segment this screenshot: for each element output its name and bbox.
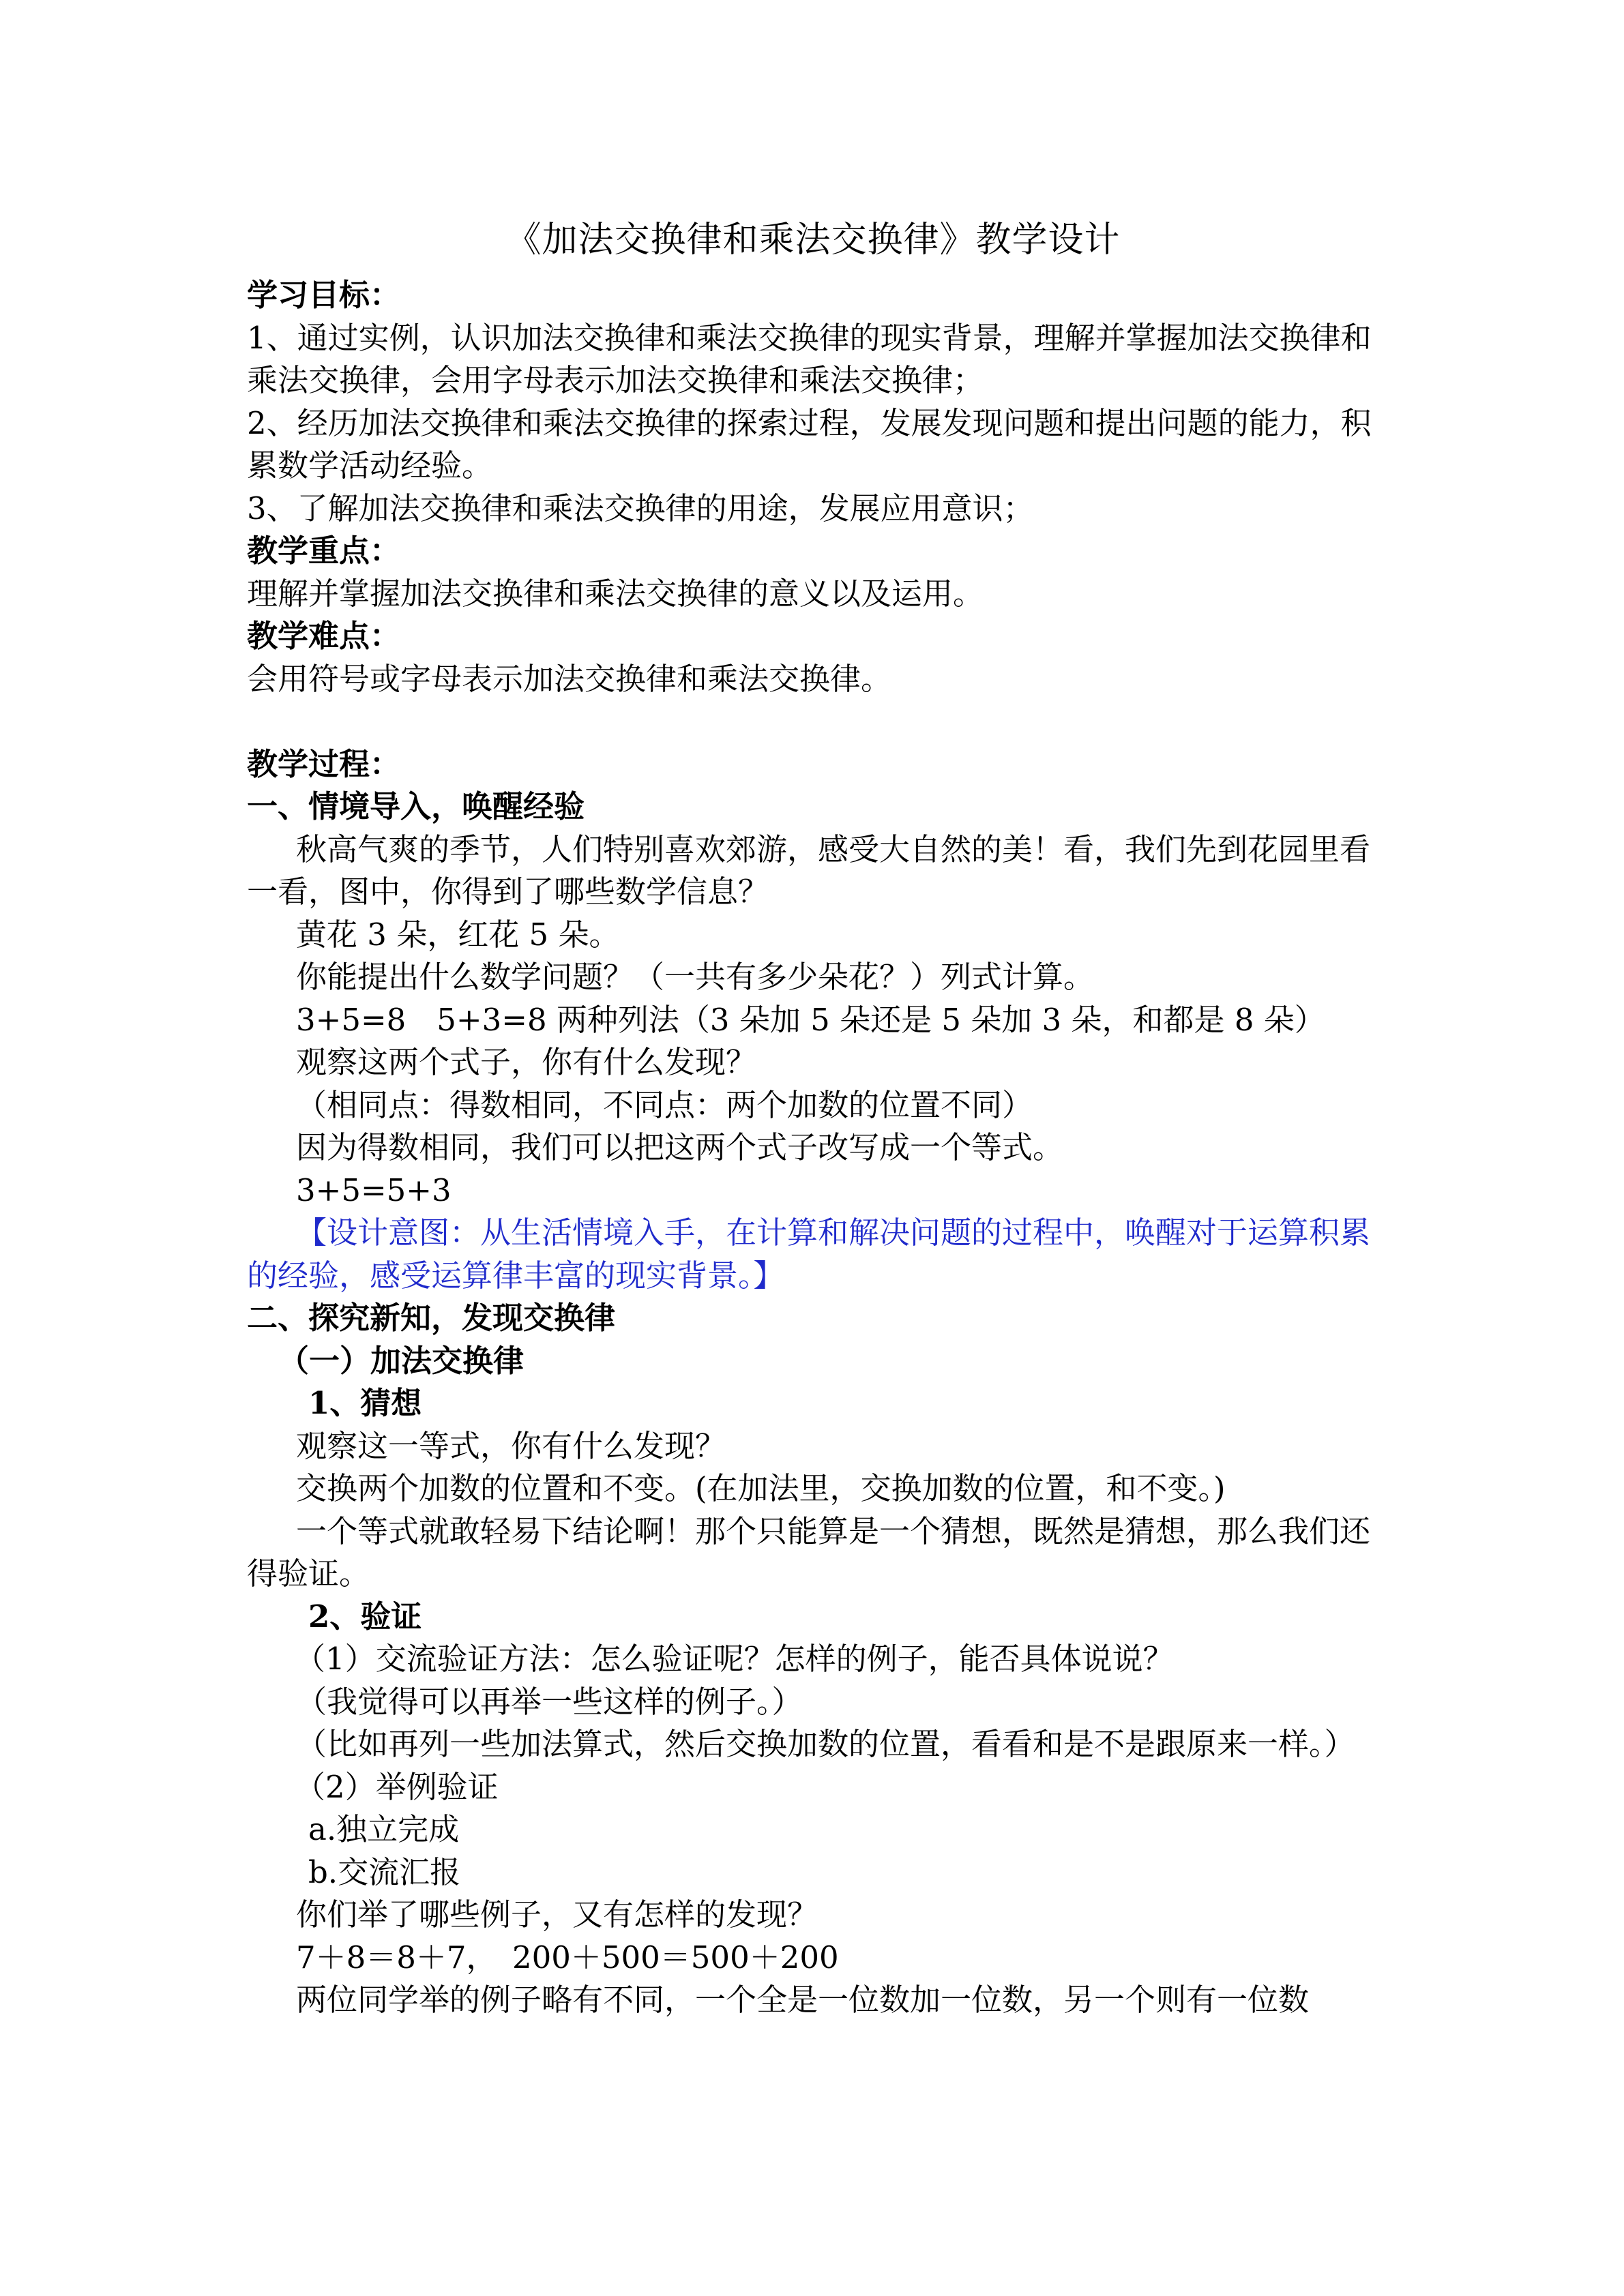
- guess-paragraph-3: 一个等式就敢轻易下结论啊！那个只能算是一个猜想，既然是猜想，那么我们还得验证。: [247, 1512, 1371, 1592]
- section1-paragraph-3: 你能提出什么数学问题？（一共有多少朵花？）列式计算。: [296, 959, 1095, 995]
- section1-paragraph-4: 3+5=8 5+3=8 两种列法（3 朵加 5 朵还是 5 朵加 3 朵，和都是 8 朵）: [296, 1001, 1325, 1038]
- objective-item-2: 2、经历加法交换律和乘法交换律的探索过程，发展发现问题和提出问题的能力，积累数学活动经验。: [247, 404, 1372, 483]
- verify-paragraph-2: （我觉得可以再举一些这样的例子。）: [296, 1683, 803, 1720]
- section1-paragraph-7: 因为得数相同，我们可以把这两个式子改写成一个等式。: [296, 1129, 1064, 1165]
- subsection-addition-heading: （一）加法交换律: [278, 1342, 525, 1379]
- objective-item-3: 3、了解加法交换律和乘法交换律的用途，发展应用意识；: [247, 490, 1034, 526]
- document-title: 《加法交换律和乘法交换律》教学设计: [505, 220, 1121, 260]
- step-verify-heading: 2、验证: [308, 1598, 422, 1635]
- verify-paragraph-3: （比如再列一些加法算式，然后交换加数的位置，看看和是不是跟原来一样。）: [296, 1726, 1355, 1762]
- verify-paragraph-4: （2）举例验证: [295, 1768, 499, 1805]
- section1-paragraph-6: （相同点：得数相同，不同点：两个加数的位置不同）: [296, 1086, 1033, 1123]
- section2-heading: 二、探究新知，发现交换律: [247, 1300, 616, 1336]
- section1-paragraph-2: 黄花 3 朵，红花 5 朵。: [296, 916, 620, 953]
- section1-paragraph-5: 观察这两个式子，你有什么发现？: [296, 1044, 757, 1080]
- blank-line: [247, 700, 1379, 743]
- design-intent: 【设计意图：从生活情境入手，在计算和解决问题的过程中，唤醒对于运算积累的经验，感受运算律丰富的现实背景。】: [247, 1214, 1371, 1294]
- key-point-text: 理解并掌握加法交换律和乘法交换律的意义以及运用。: [247, 575, 984, 612]
- verify-paragraph-6: b.交流汇报: [308, 1853, 461, 1890]
- verify-paragraph-9: 两位同学举的例子略有不同，一个全是一位数加一位数，另一个则有一位数: [296, 1982, 1310, 2018]
- difficulty-text: 会用符号或字母表示加法交换律和乘法交换律。: [247, 660, 892, 697]
- difficulty-heading: 教学难点：: [247, 618, 401, 654]
- verify-paragraph-1: （1）交流验证方法：怎么验证呢？怎样的例子，能否具体说说？: [295, 1641, 1174, 1677]
- section1-equation: 3+5=5+3: [296, 1172, 452, 1208]
- objectives-heading: 学习目标：: [247, 277, 401, 313]
- process-heading: 教学过程：: [247, 745, 401, 782]
- document-body: [247, 211, 1379, 2022]
- verify-examples: 7＋8＝8＋7， 200＋500＝500＋200: [296, 1939, 839, 1976]
- guess-paragraph-1: 观察这一等式，你有什么发现？: [296, 1427, 726, 1464]
- key-point-heading: 教学重点：: [247, 533, 401, 569]
- section1-heading: 一、情境导入，唤醒经验: [247, 788, 585, 824]
- step-guess-heading: 1、猜想: [308, 1385, 422, 1421]
- section1-paragraph-1: 秋高气爽的季节，人们特别喜欢郊游，感受大自然的美！看，我们先到花园里看一看，图中，你得到了哪些数学信息？: [247, 831, 1371, 910]
- verify-paragraph-5: a.独立完成: [308, 1811, 460, 1847]
- guess-paragraph-2: 交换两个加数的位置和不变。(在加法里，交换加数的位置，和不变。): [296, 1470, 1226, 1506]
- verify-paragraph-7: 你们举了哪些例子，又有怎样的发现？: [296, 1896, 818, 1933]
- objective-item-1: 1、通过实例，认识加法交换律和乘法交换律的现实背景，理解并掌握加法交换律和乘法交换律，会用字母表示加法交换律和乘法交换律；: [247, 319, 1372, 398]
